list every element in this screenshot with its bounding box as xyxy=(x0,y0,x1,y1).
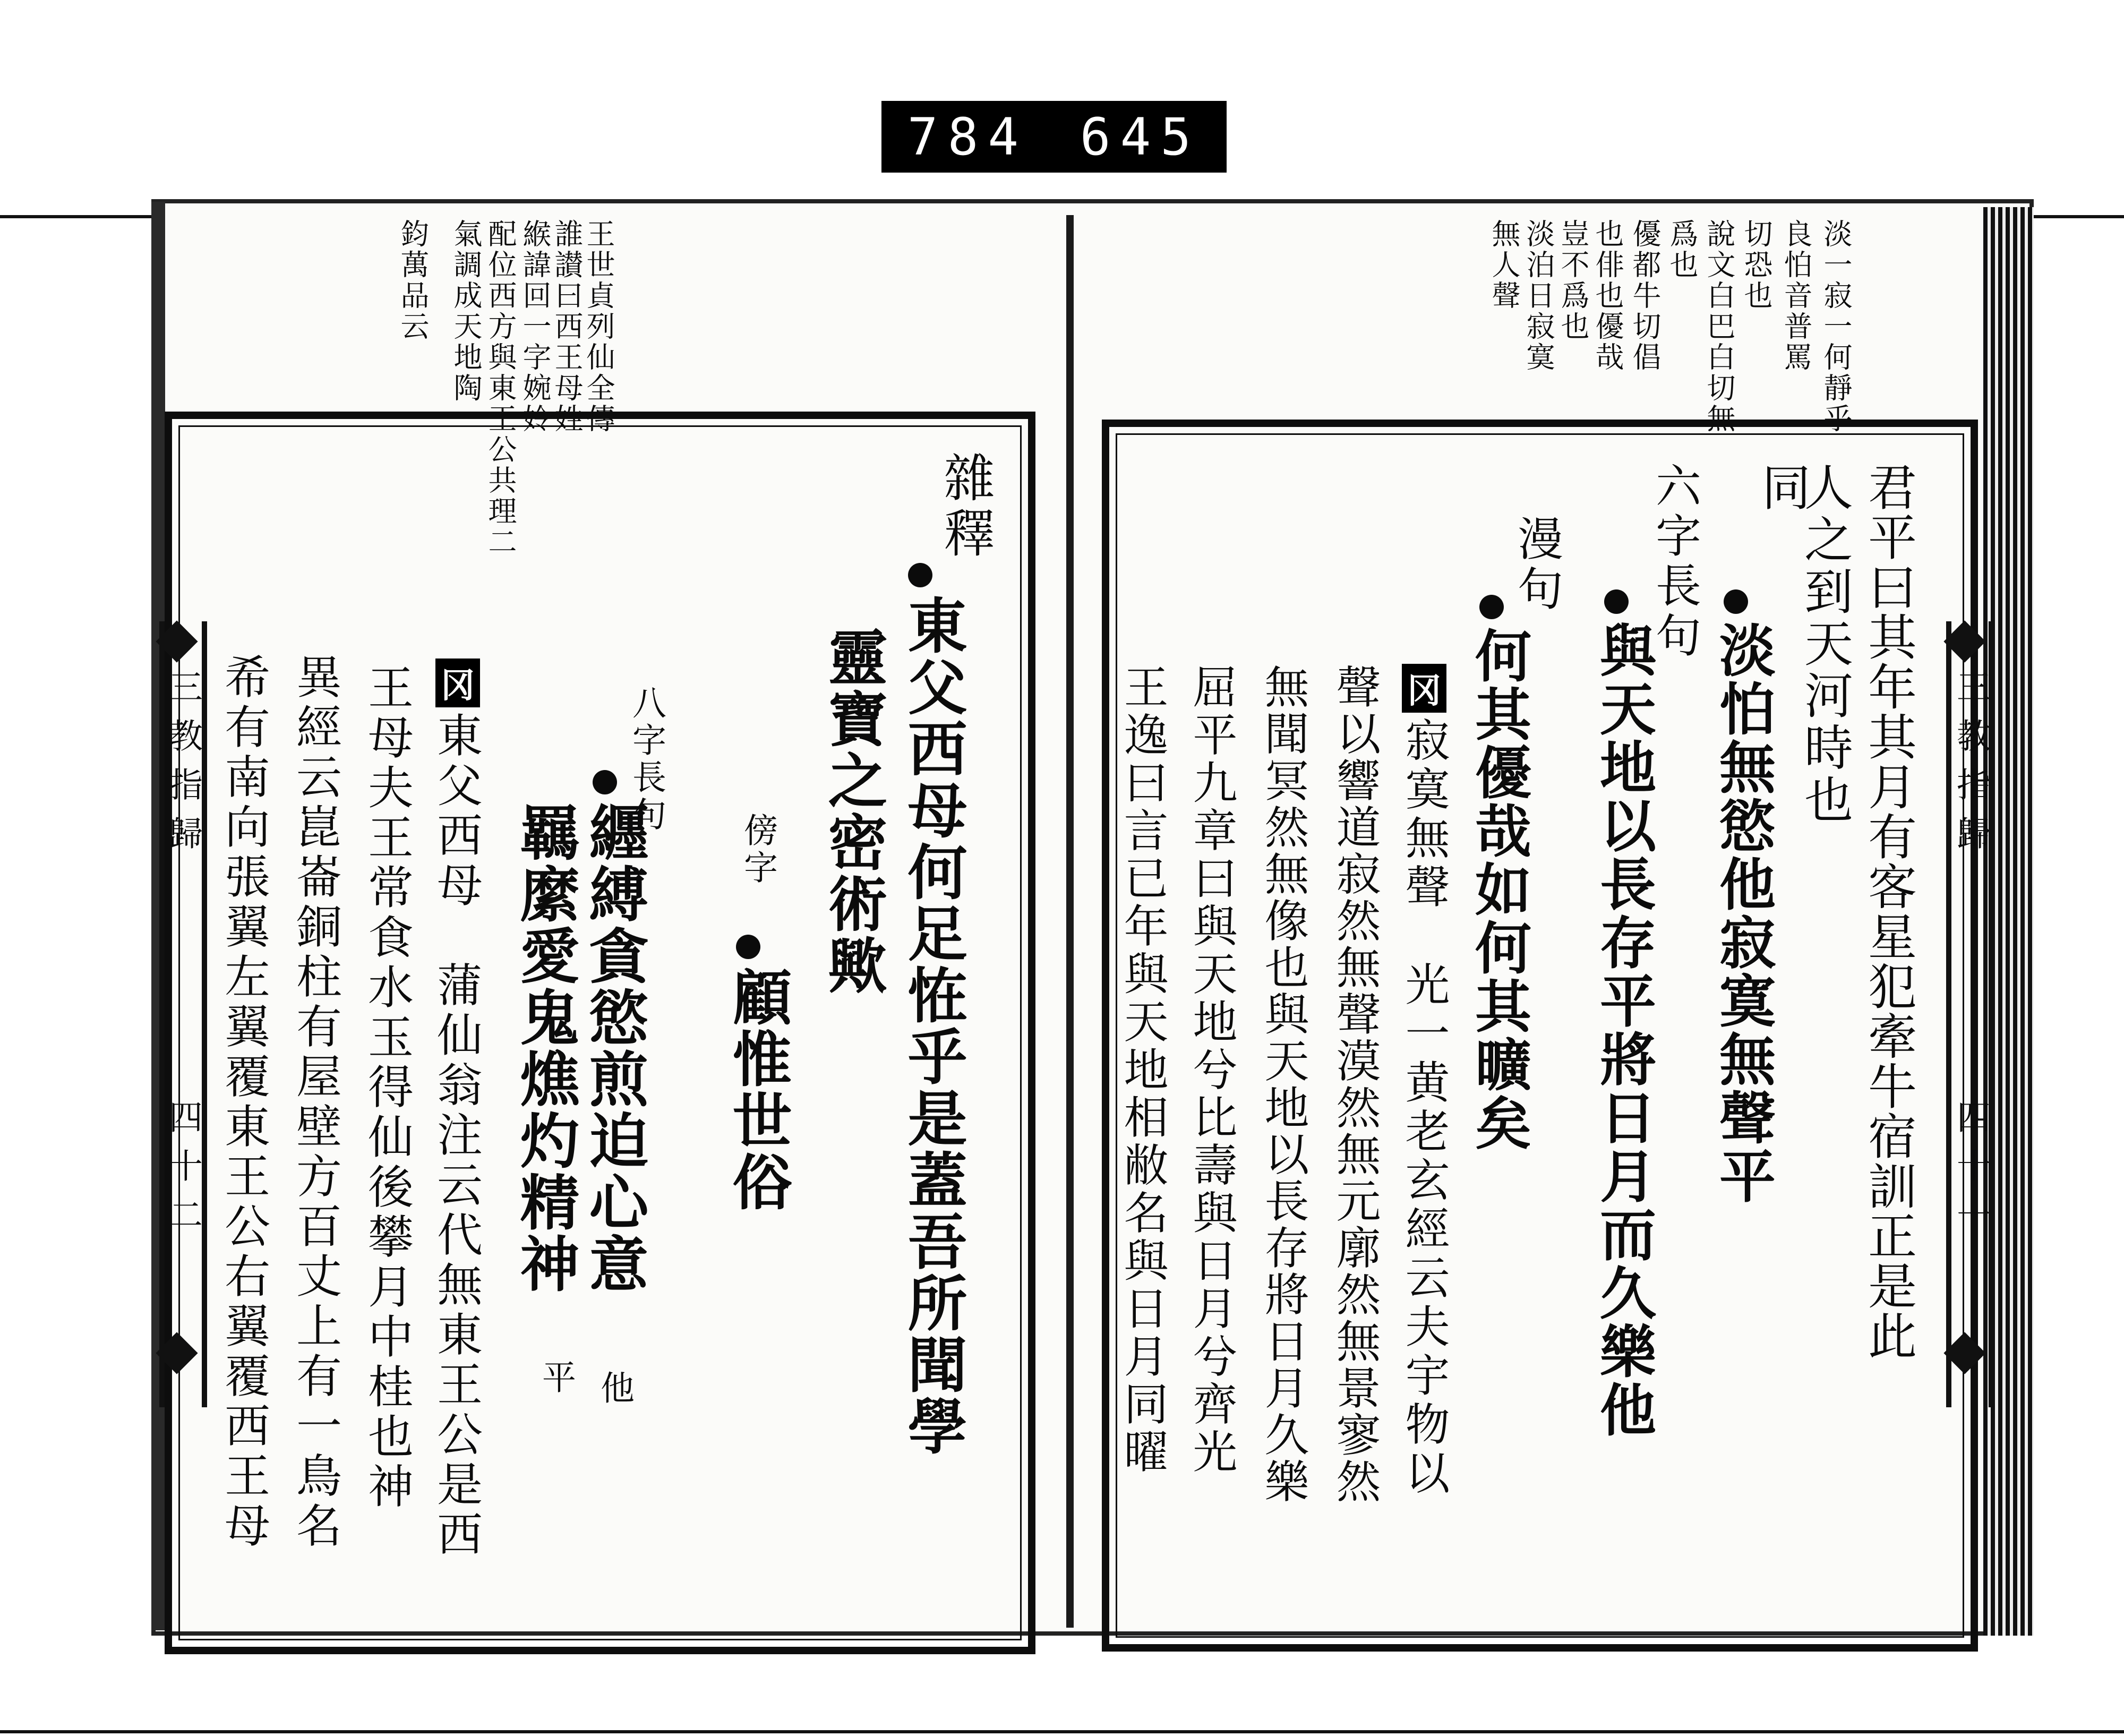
catalog-number-left: 784 xyxy=(907,107,1029,167)
left-tab-page-number: 四十二 xyxy=(163,1099,202,1246)
commentary-column: 寂寞無聲 光一黄老玄經云夫宇物以 xyxy=(1398,717,1450,1499)
catalog-number-right: 645 xyxy=(1080,107,1201,167)
commentary-mark-icon: 冈 xyxy=(435,659,480,707)
subhead-text: 顧惟世俗 xyxy=(723,967,792,1213)
right-main-text: 君平曰其年其月有客星犯牽牛宿訓正是此 xyxy=(1860,462,1917,1361)
commentary-mark-icon: 冈 xyxy=(1402,664,1446,713)
heading-dot xyxy=(593,770,617,794)
commentary-column: 希有南向張翼左翼覆東王公右翼覆西王母 xyxy=(217,653,270,1552)
book-gutter xyxy=(1066,215,1074,1628)
right-main-label: 六字長句 xyxy=(1648,462,1701,662)
catalog-number-label xyxy=(881,101,1227,173)
right-main-text: 與天地以長存平將日月而久樂他 xyxy=(1591,621,1657,1439)
section-header: 雜釋 xyxy=(936,451,995,562)
right-top-note: 淡一寂一何靜乎 xyxy=(1819,219,1853,434)
left-top-note: 王世貞列仙全傳 xyxy=(582,219,615,434)
heading-dot xyxy=(736,935,760,959)
heading-dot xyxy=(1724,589,1748,614)
left-page xyxy=(165,218,1062,1625)
commentary-column: 東父西母 蒲仙翁注云代無東王公是西 xyxy=(429,712,482,1560)
right-top-note: 切恐也 xyxy=(1740,219,1773,311)
subhead-label: 傍字 xyxy=(738,813,777,887)
right-page xyxy=(1078,218,1981,1625)
right-main-text: 人之到天河時也 xyxy=(1796,462,1853,826)
right-tab-page-number: 四十一 xyxy=(1951,1099,1990,1246)
left-tab-title: 三教指歸 xyxy=(163,669,202,865)
right-tab-title: 三教指歸 xyxy=(1951,669,1990,865)
commentary-column: 聲以響道寂然無聲漠然無元廓然無景寥然 xyxy=(1329,664,1381,1505)
left-top-note: 氣調成天地陶 xyxy=(449,219,483,404)
right-top-note: 也俳也優哉 xyxy=(1591,219,1624,373)
right-top-note: 無人聲 xyxy=(1487,219,1521,311)
heading-dot xyxy=(1479,595,1504,619)
left-top-note: 誰讃曰西王母姓 xyxy=(550,219,584,434)
right-top-note: 爲也 xyxy=(1665,219,1699,280)
right-top-note: 淡泊日寂寞 xyxy=(1522,219,1555,373)
subhead-text: 纒縛貪慾煎迫心意 xyxy=(579,802,649,1295)
right-main-text: 何其優哉如何其曠矣 xyxy=(1466,627,1532,1152)
side-mark: 他 xyxy=(595,1370,634,1407)
side-mark: 平 xyxy=(536,1359,576,1397)
commentary-column: 屈平九章曰與天地兮比壽與日月兮齊光 xyxy=(1186,664,1238,1476)
heading-dot xyxy=(908,563,932,587)
right-main-label: 同 xyxy=(1754,462,1811,515)
commentary-column: 王母夫王常食水玉得仙後攀月中桂也神 xyxy=(360,664,413,1512)
subhead-text: 羈縻愛鬼燋灼精神 xyxy=(510,802,580,1295)
right-main-label: 漫句 xyxy=(1510,515,1563,615)
commentary-column: 無聞冥然無像也與天地以長存將日月久樂 xyxy=(1257,664,1309,1505)
subhead-label: 八字長句 xyxy=(627,685,666,834)
left-main-text: 靈寶之密術歟 xyxy=(818,627,888,996)
left-top-note: 緱諱回一字婉姈 xyxy=(518,219,552,434)
right-top-note: 豈不爲也 xyxy=(1556,219,1590,342)
right-top-note: 良怕音普罵 xyxy=(1779,219,1813,373)
right-top-note: 優都牛切倡 xyxy=(1628,219,1661,373)
left-top-note: 配位西方與東王公共理二 xyxy=(484,219,517,558)
left-top-note: 鈞萬品云 xyxy=(396,219,430,342)
right-top-note: 說文白巴白切無 xyxy=(1702,219,1736,434)
commentary-column: 王逸曰言已年與天地相敝名與日月同曜 xyxy=(1117,664,1169,1476)
scan-border-bottom xyxy=(0,1730,2124,1733)
left-main-text: 東父西母何足恠乎是蓋吾所聞學 xyxy=(898,595,967,1457)
heading-dot xyxy=(1604,589,1629,614)
commentary-column: 異經云崑崙銅柱有屋壁方百丈上有一鳥名 xyxy=(288,653,341,1552)
right-main-text: 淡怕無慾他寂寞無聲平 xyxy=(1710,621,1777,1205)
